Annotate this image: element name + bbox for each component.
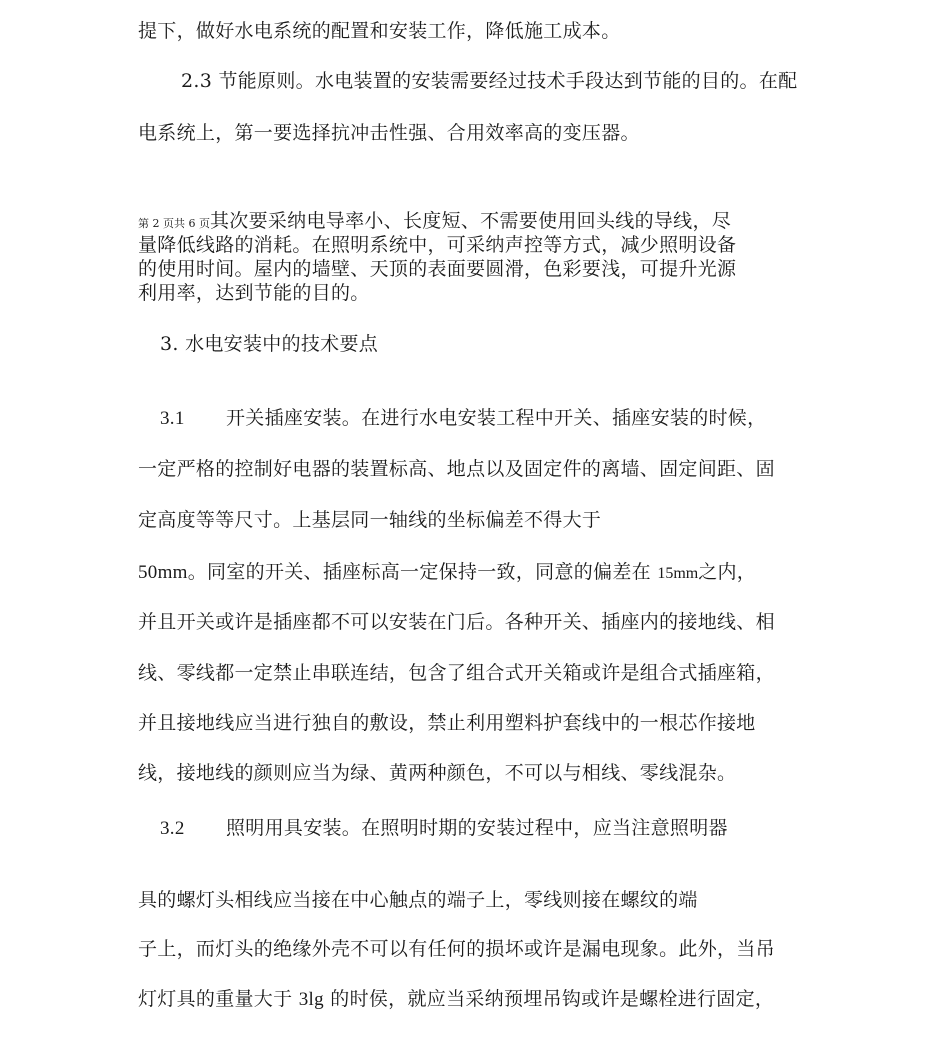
section-heading-3-2 [160, 816, 728, 841]
paragraph-text: 50mm。同室的开关、插座标高一定保持一致，同意的偏差在 [138, 562, 651, 583]
paragraph-line: 并且开关或许是插座都不可以安装在门后。各种开关、插座内的接地线、相 [138, 611, 775, 633]
paragraph-line: 提下，做好水电系统的配置和安装工作，降低施工成本。 [138, 20, 621, 42]
paragraph-line: 子上，而灯头的绝缘外壳不可以有任何的损坏或许是漏电现象。此外，当吊 [138, 938, 775, 960]
paragraph-line-with-marker [138, 209, 731, 236]
paragraph-line: 线，接地线的颜则应当为绿、黄两种颜色，不可以与相线、零线混杂。 [138, 762, 737, 784]
paragraph-line: 量降低线路的消耗。在照明系统中，可采纳声控等方式，减少照明设备 [138, 234, 737, 256]
paragraph-line: 利用率，达到节能的目的。 [138, 282, 370, 304]
section-heading-2-3: 2.3 节能原则。水电装置的安装需要经过技术手段达到节能的目的。在配 [181, 70, 798, 92]
page-marker: 第 2 页共 6 页 [138, 217, 210, 230]
paragraph-line: 并且接地线应当进行独自的敷设，禁止利用塑料护套线中的一根芯作接地 [138, 712, 756, 734]
paragraph-line: 具的螺灯头相线应当接在中心触点的端子上，零线则接在螺纹的端 [138, 889, 698, 911]
paragraph-line: 线、零线都一定禁止串联连结，包含了组合式开关箱或许是组合式插座箱， [138, 662, 775, 684]
paragraph-line: 电系统上，第一要选择抗冲击性强、合用效率高的变压器。 [138, 122, 640, 144]
measurement-value: 15mm [657, 565, 699, 582]
measurement-value: 3lg [298, 989, 324, 1010]
section-heading-3-1 [160, 406, 766, 431]
section-number: 3.1 [160, 408, 185, 429]
section-heading-3: 3. 水电安装中的技术要点 [160, 333, 379, 355]
paragraph-text: 之内， [698, 561, 757, 583]
section-text: 照明用具安装。在照明时期的安装过程中，应当注意照明器 [226, 817, 728, 839]
paragraph-text: 灯灯具的重量大于 [138, 988, 293, 1010]
paragraph-line [138, 987, 774, 1012]
paragraph-text: 其次要采纳电导率小、长度短、不需要使用回头线的导线，尽 [209, 210, 732, 232]
paragraph-line: 定高度等等尺寸。上基层同一轴线的坐标偏差不得大于 [138, 509, 602, 531]
paragraph-line: 一定严格的控制好电器的装置标高、地点以及固定件的离墙、固定间距、固 [138, 458, 775, 480]
paragraph-line [138, 560, 756, 586]
paragraph-line: 的使用时间。屋内的墙壁、天顶的表面要圆滑，色彩要浅，可提升光源 [138, 258, 737, 280]
paragraph-text: 的时侯，就应当采纳预埋吊钩或许是螺栓进行固定， [330, 988, 775, 1010]
section-number: 3.2 [160, 818, 185, 839]
section-text: 开关插座安装。在进行水电安装工程中开关、插座安装的时候， [226, 407, 767, 429]
